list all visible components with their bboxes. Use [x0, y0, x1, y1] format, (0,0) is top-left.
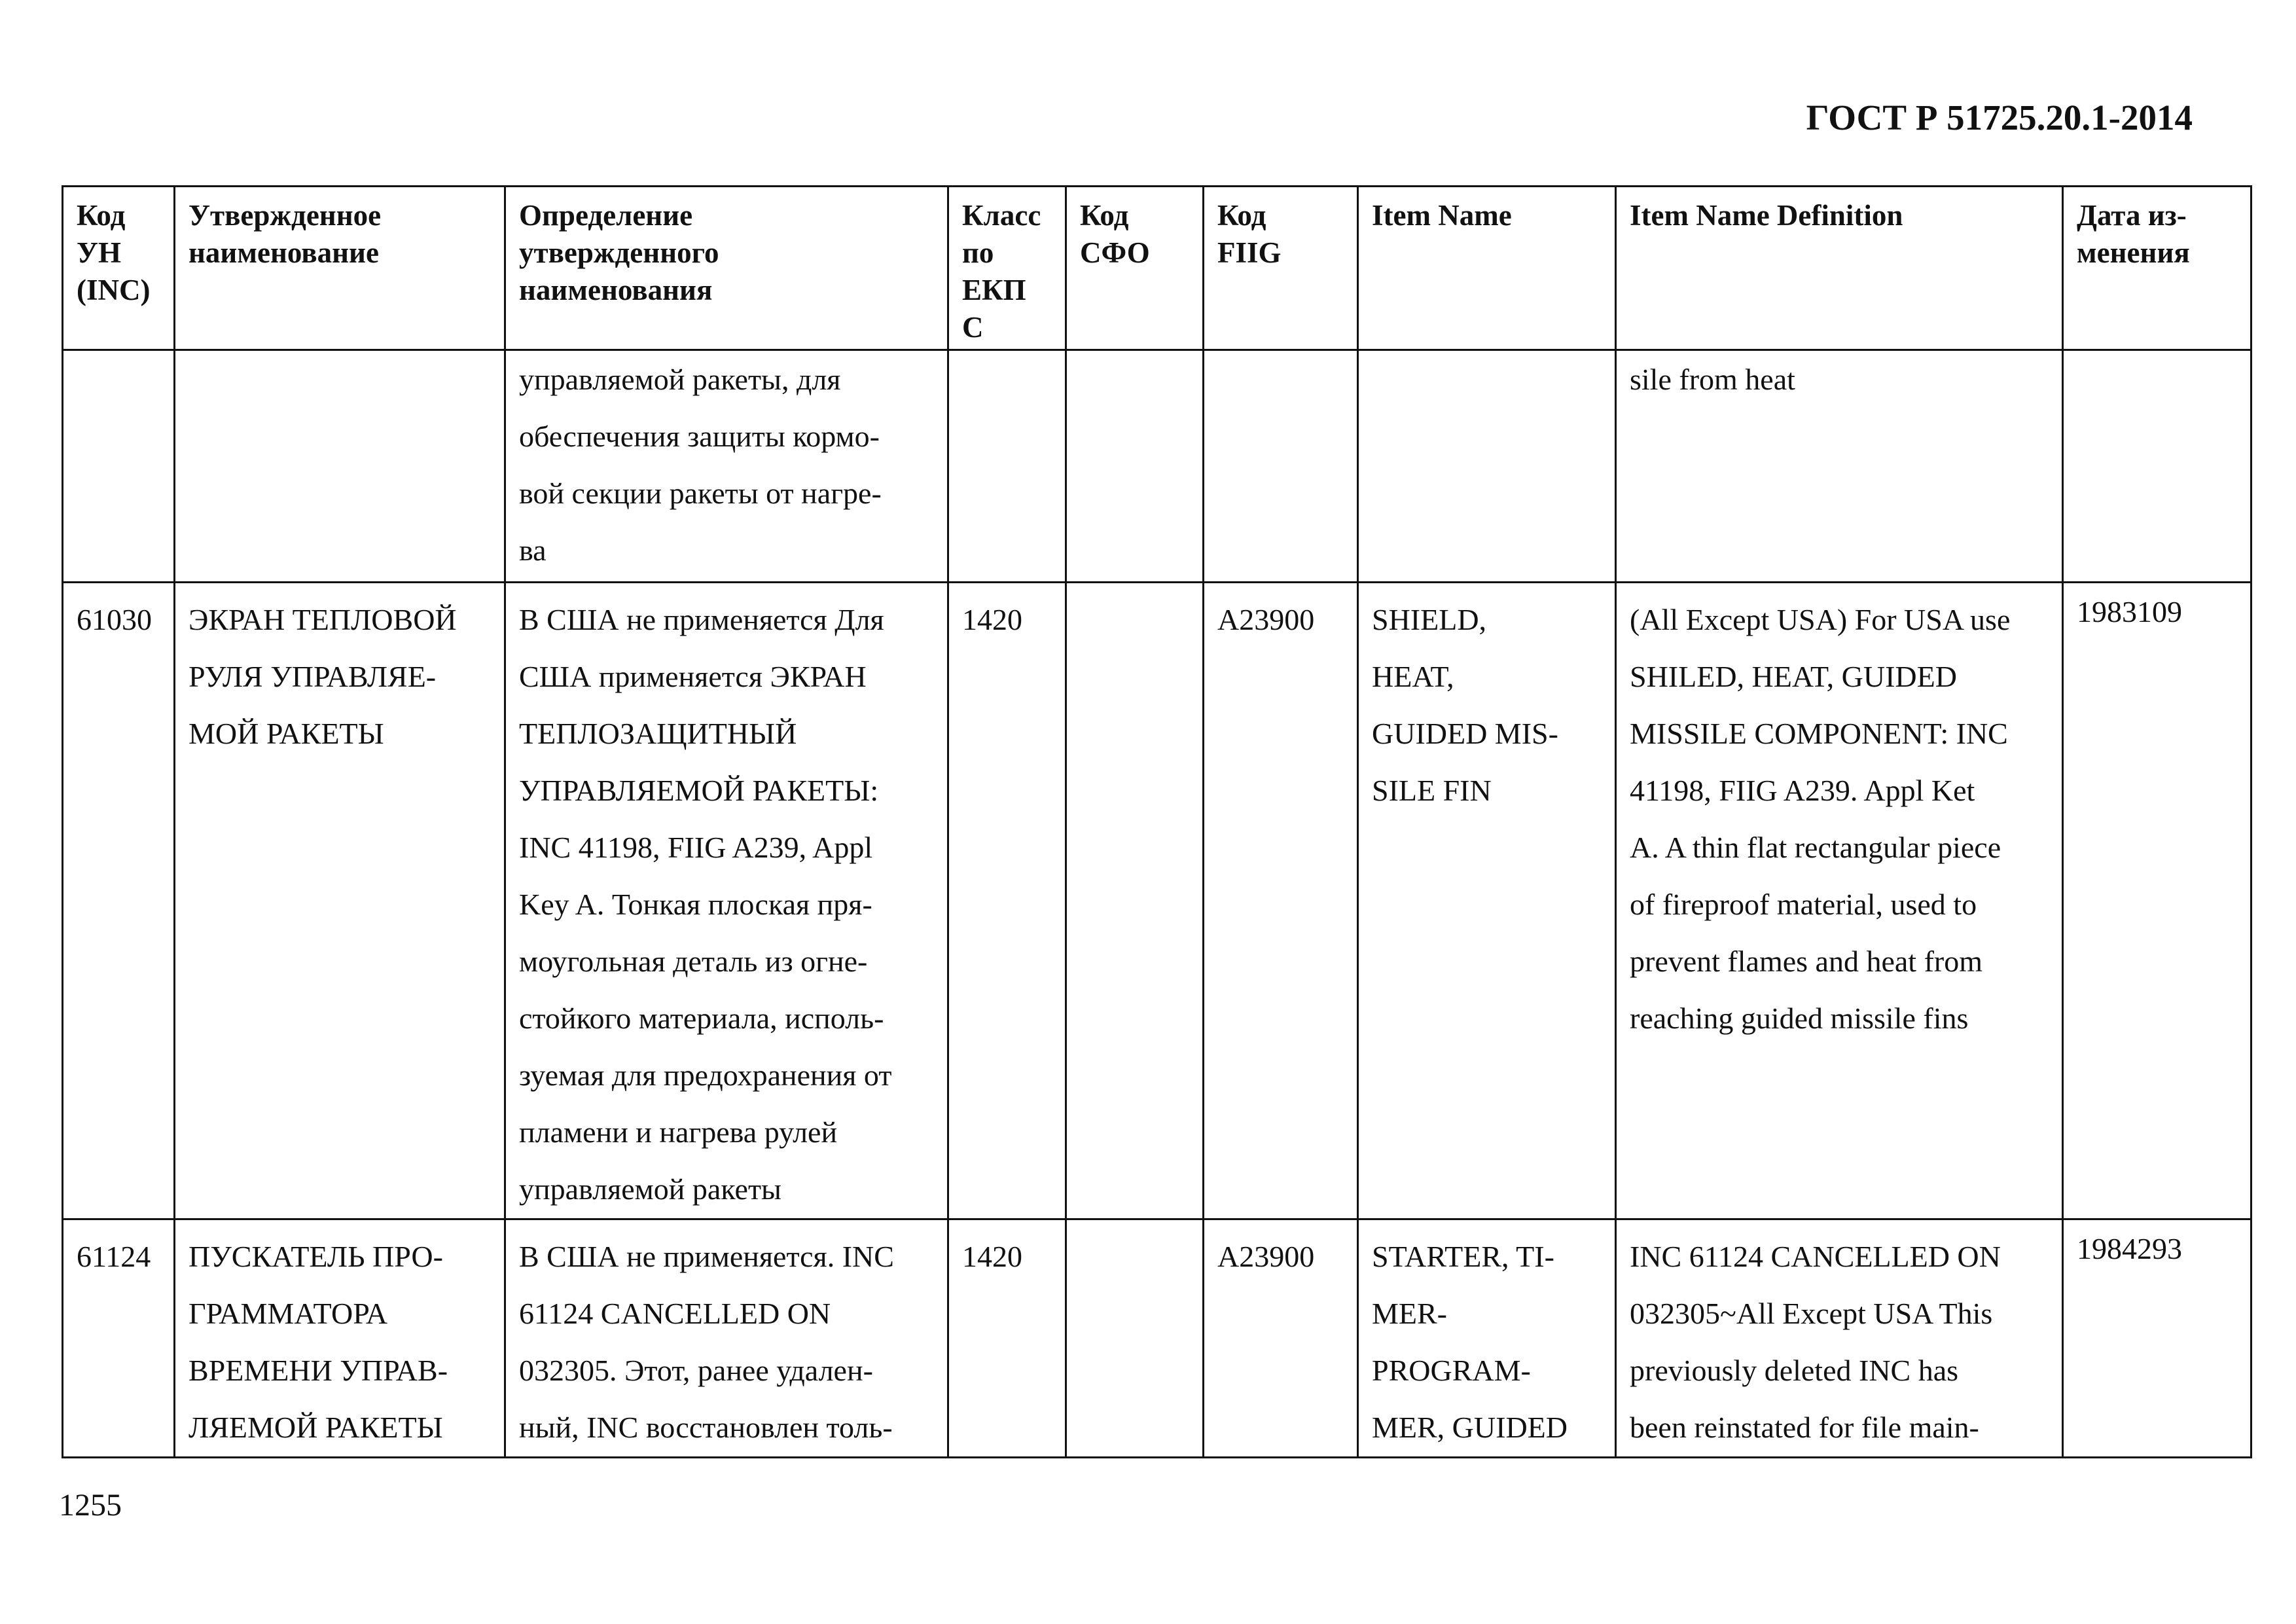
col-header-item-name: Item Name — [1358, 187, 1616, 350]
cell-class — [948, 350, 1066, 583]
cell-sfo — [1066, 1219, 1204, 1458]
cell-definition: управляемой ракеты, для обеспечения защиты кормо- вой секции ракеты от нагре- ва — [505, 350, 948, 583]
cell-definition: В США не применяется. INC 61124 CANCELLED ON 032305. Этот, ранее удален- ный, INC восстановлен толь- — [505, 1219, 948, 1458]
cell-class: 1420 — [948, 583, 1066, 1219]
item-names-table — [62, 185, 2252, 1458]
cell-sfo — [1066, 350, 1204, 583]
cell-approved-name: ПУСКАТЕЛЬ ПРО- ГРАММАТОРА ВРЕМЕНИ УПРАВ- ЛЯЕМОЙ РАКЕТЫ — [175, 1219, 505, 1458]
cell-change-date: 1984293 — [2063, 1219, 2251, 1458]
cell-fiig: A23900 — [1204, 1219, 1358, 1458]
table-row — [63, 350, 2251, 583]
cell-item-name-definition: sile from heat — [1616, 350, 2063, 583]
cell-approved-name: ЭКРАН ТЕПЛОВОЙ РУЛЯ УПРАВЛЯЕ- МОЙ РАКЕТЫ — [175, 583, 505, 1219]
col-header-fiig: Код FIIG — [1204, 187, 1358, 350]
page-number: 1255 — [59, 1488, 122, 1523]
col-header-class: Класс по ЕКП С — [948, 187, 1066, 350]
col-header-change-date: Дата из- менения — [2063, 187, 2251, 350]
cell-inc: 61030 — [63, 583, 175, 1219]
cell-change-date — [2063, 350, 2251, 583]
cell-item-name — [1358, 350, 1616, 583]
table-row — [63, 1219, 2251, 1458]
col-header-sfo: Код СФО — [1066, 187, 1204, 350]
cell-item-name-definition: INC 61124 CANCELLED ON 032305~All Except USA This previously deleted INC has been reinstated for file main- — [1616, 1219, 2063, 1458]
cell-definition: В США не применяется Для США применяется ЭКРАН ТЕПЛОЗАЩИТНЫЙ УПРАВЛЯЕМОЙ РАКЕТЫ: INC 41198, FIIG A239, Appl Key A. Тонкая плоская пря- моугольная деталь из огне- стойкого материала, исполь- зуемая для предохранения от пламени и нагрева рулей управляемой ракеты — [505, 583, 948, 1219]
col-header-inc: Код УН (INC) — [63, 187, 175, 350]
table-row — [63, 583, 2251, 1219]
cell-change-date: 1983109 — [2063, 583, 2251, 1219]
col-header-item-name-definition: Item Name Definition — [1616, 187, 2063, 350]
cell-item-name: STARTER, TI- MER- PROGRAM- MER, GUIDED — [1358, 1219, 1616, 1458]
standard-number: ГОСТ Р 51725.20.1-2014 — [1806, 98, 2193, 137]
cell-inc: 61124 — [63, 1219, 175, 1458]
cell-sfo — [1066, 583, 1204, 1219]
cell-approved-name — [175, 350, 505, 583]
col-header-approved-name: Утвержденное наименование — [175, 187, 505, 350]
cell-item-name: SHIELD, HEAT, GUIDED MIS- SILE FIN — [1358, 583, 1616, 1219]
cell-fiig: A23900 — [1204, 583, 1358, 1219]
cell-class: 1420 — [948, 1219, 1066, 1458]
header-row — [63, 187, 2251, 350]
cell-inc — [63, 350, 175, 583]
cell-fiig — [1204, 350, 1358, 583]
col-header-definition: Определение утвержденного наименования — [505, 187, 948, 350]
cell-item-name-definition: (All Except USA) For USA use SHILED, HEAT, GUIDED MISSILE COMPONENT: INC 41198, FIIG A239. Appl Ket A. A thin flat rectangular piece of fireproof material, used to prevent flames and heat from reaching guided missile fins — [1616, 583, 2063, 1219]
